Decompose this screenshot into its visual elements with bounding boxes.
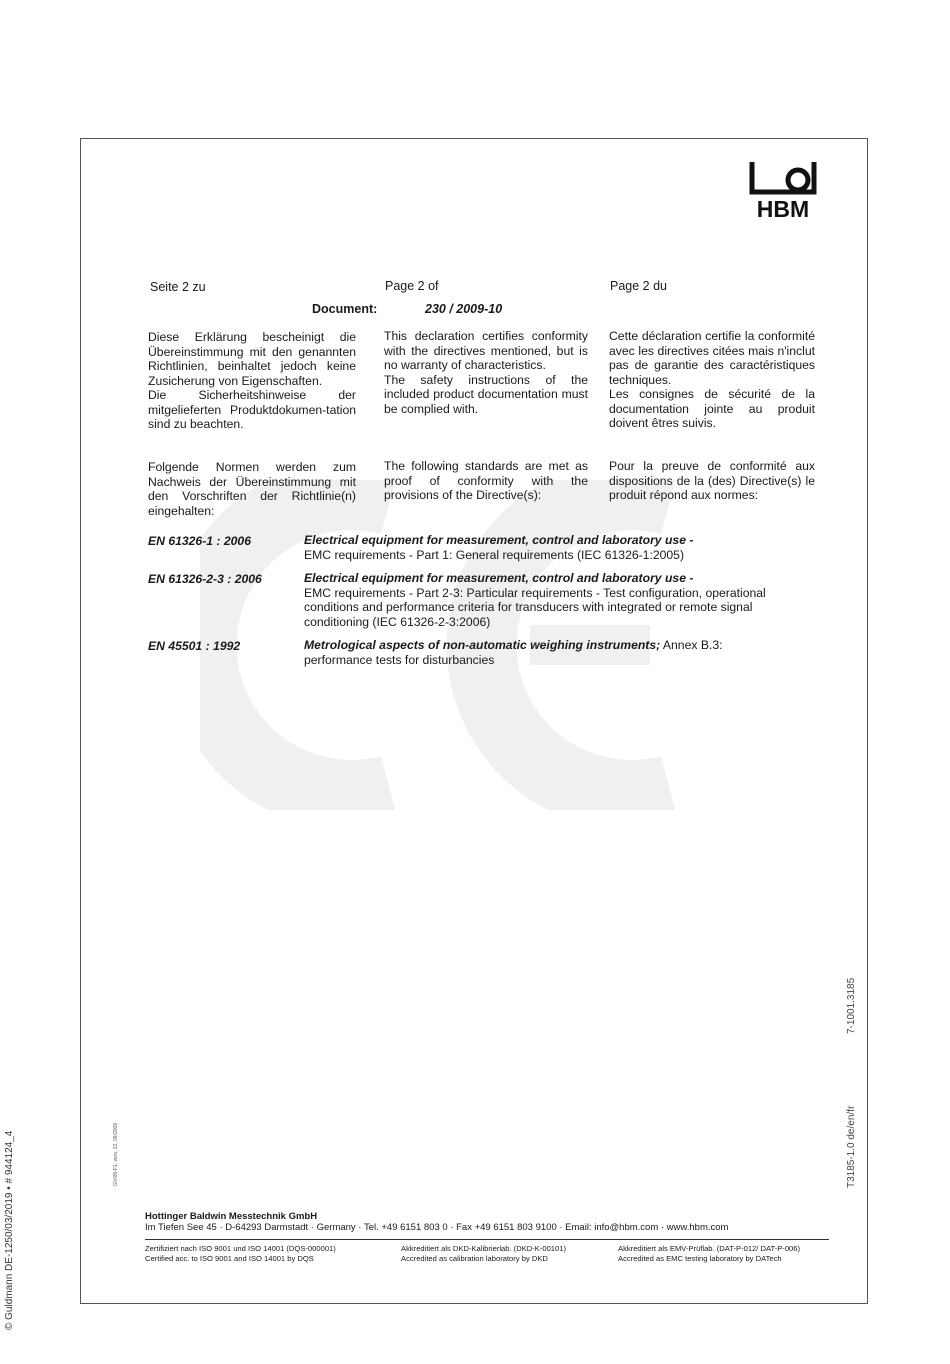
margin-doc-number: 7-1001.3185 [846, 977, 857, 1034]
declaration-en [384, 329, 588, 416]
accreditation-dkd-en: Accredited as calibration laboratory by DKD [401, 1253, 548, 1263]
margin-doc-version: T3185-1.0 de/en/fr [846, 1105, 857, 1188]
footer-company: Hottinger Baldwin Messtechnik GmbH [145, 1211, 318, 1222]
accreditation-dkd [401, 1244, 566, 1263]
document-number: 230 / 2009-10 [425, 302, 503, 316]
declaration-de-p1: Diese Erklärung bescheinigt die Übereinstimmung mit den genannten Richtlinien, beinhaltet jedoch keine Zusicherung von Eigenschaften. [148, 330, 356, 388]
declaration-en-p2: The safety instructions of the included product documentation must be complied with. [384, 372, 588, 416]
hbm-logo-text: HBM [756, 196, 810, 222]
page-number-fr: Page 2 du [610, 279, 667, 293]
margin-copyright: © Guldmann DE-1250/03/2019 • # 944124_4 [4, 1130, 15, 1330]
certification-dqs-en: Certified acc. to ISO 9001 and ISO 14001 by DQS [145, 1253, 314, 1263]
standard-title: Metrological aspects of non-automatic weighing instruments; [304, 638, 661, 652]
page-number-de: Seite 2 zu [150, 280, 206, 294]
hbm-logo-icon [748, 158, 818, 198]
declaration-de [148, 330, 356, 432]
standards-intro-fr: Pour la preuve de conformité aux dispositions de la (des) Directive(s) le produit répond aux normes: [609, 459, 815, 502]
margin-form-code: GVI05-F1, vers. 12, 09/2009 [113, 1122, 119, 1186]
standard-title: Electrical equipment for measurement, control and laboratory use - [304, 533, 694, 547]
standard-detail: EMC requirements - Part 2-3: Particular requirements - Test configuration, operational conditions and performance criteria for transducers with integrated or remote signal conditioning (IEC 61326-2-3:2006) [304, 585, 766, 629]
accreditation-emc-en: Accredited as EMC testing laboratory by DATech [618, 1253, 782, 1263]
standard-detail: Annex B.3: performance tests for disturbancies [304, 638, 723, 667]
declaration-fr [609, 329, 815, 431]
certification-dqs [145, 1244, 336, 1263]
standard-code: EN 61326-2-3 : 2006 [148, 572, 262, 586]
standard-title: Electrical equipment for measurement, control and laboratory use - [304, 571, 694, 585]
standard-description [304, 638, 764, 667]
standards-intro-de: Folgende Normen werden zum Nachweis der Übereinstimmung mit den Vorschriften der Richtlinie(n) eingehalten: [148, 460, 356, 518]
accreditation-emc-de: Akkreditiert als EMV-Prüflab. (DAT-P-012/ DAT-P-006) [618, 1244, 801, 1253]
certification-dqs-de: Zertifiziert nach ISO 9001 und ISO 14001 (DQS-000001) [145, 1244, 336, 1253]
standard-code: EN 45501 : 1992 [148, 639, 241, 653]
accreditation-dkd-de: Akkreditiert als DKD-Kalibrierlab. (DKD-K-00101) [401, 1244, 567, 1253]
accreditation-emc [618, 1244, 800, 1263]
standards-intro-en: The following standards are met as proof of conformity with the provisions of the Directive(s): [384, 459, 588, 502]
standard-description [304, 571, 804, 629]
document-label: Document: [312, 302, 378, 316]
standard-description [304, 533, 804, 562]
declaration-en-p1: This declaration certifies conformity with the directives mentioned, but is no warranty of characteristics. [384, 329, 588, 372]
declaration-fr-p2: Les consignes de sécurité de la documentation jointe au produit doivent êtres suivis. [609, 387, 815, 430]
declaration-de-p2: Die Sicherheitshinweise der mitgelieferten Produktdokumen-tation sind zu beachten. [148, 388, 356, 431]
page-number-en: Page 2 of [385, 279, 439, 293]
footer-address: Im Tiefen See 45 · D-64293 Darmstadt · Germany · Tel. +49 6151 803 0 · Fax +49 6151 803 9100 · Email: info@hbm.com · www.hbm.com [145, 1222, 729, 1233]
declaration-fr-p1: Cette déclaration certifie la conformité avec les directives citées mais n'inclut pas de garantie des caractéristiques techniques. [609, 329, 815, 387]
footer-divider [145, 1239, 829, 1240]
standard-detail: EMC requirements - Part 1: General requirements (IEC 61326-1:2005) [304, 547, 685, 562]
standard-code: EN 61326-1 : 2006 [148, 534, 251, 548]
